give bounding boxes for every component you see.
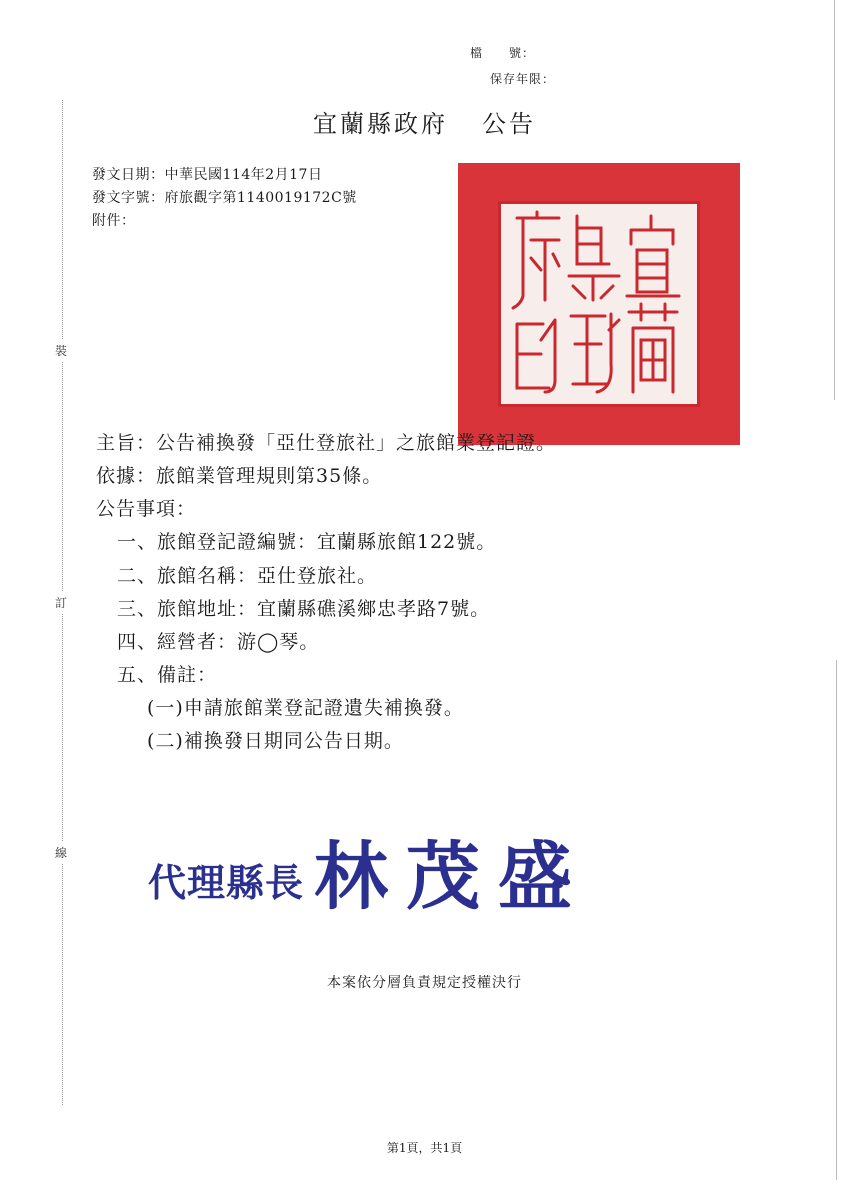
signature-stamp <box>148 818 590 924</box>
retention-period-label: 保存年限： <box>490 72 556 86</box>
file-number-label: 檔 號： <box>470 46 536 60</box>
remark-note: (二)補換發日期同公告日期。 <box>147 730 404 752</box>
signature-name: 林茂盛 <box>314 834 591 920</box>
scan-edge-line <box>836 660 837 1180</box>
issue-date-row <box>92 164 322 184</box>
issue-date-label: 發文日期： <box>92 167 165 183</box>
seal-inner-frame <box>498 201 700 407</box>
binding-mark-middle: 訂 <box>55 592 67 613</box>
announcement-item: 二、旅館名稱：亞仕登旅社。 <box>117 565 378 587</box>
page-number: 第1頁，共1頁 <box>386 1141 463 1155</box>
items-heading: 公告事項： <box>96 498 197 520</box>
authorization-note: 本案依分層負責規定授權決行 <box>327 975 522 991</box>
attachment-label: 附件： <box>92 213 136 229</box>
announcement-item: 一、旅館登記證編號：宜蘭縣旅館122號。 <box>117 531 497 553</box>
reference-number-row <box>92 187 357 207</box>
signature-title: 代理縣長 <box>148 860 305 905</box>
announcement-item: 四、經營者：游◯琴。 <box>117 631 320 653</box>
basis-label: 依據： <box>96 465 157 487</box>
binding-mark-top: 裝 <box>55 340 67 361</box>
scan-edge-line <box>834 0 835 400</box>
announcement-item: 三、旅館地址：宜蘭縣礁溪鄉忠孝路7號。 <box>117 598 491 620</box>
retention-period-field <box>490 70 555 87</box>
reference-number-value: 府旅觀字第1140019172C號 <box>164 190 357 206</box>
subject-label: 主旨： <box>96 432 157 454</box>
basis-text: 旅館業管理規則第35條。 <box>156 465 383 487</box>
announcement-item: 五、備註： <box>117 664 218 686</box>
basis-line <box>96 461 382 488</box>
remark-note: (一)申請旅館業登記證遺失補換發。 <box>147 697 464 719</box>
document-type: 公告 <box>482 110 536 138</box>
official-seal <box>458 163 740 445</box>
binding-mark-bottom: 線 <box>55 842 67 863</box>
attachment-row <box>92 210 136 230</box>
reference-number-label: 發文字號： <box>92 190 165 206</box>
seal-script-graphic <box>501 204 697 404</box>
agency-name: 宜蘭縣政府 <box>313 110 448 138</box>
file-number-field <box>470 44 535 61</box>
issue-date-value: 中華民國114年2月17日 <box>164 167 323 183</box>
subject-text: 公告補換發「亞仕登旅社」之旅館業登記證。 <box>156 432 557 454</box>
document-title <box>0 104 849 139</box>
subject-line <box>96 428 556 455</box>
